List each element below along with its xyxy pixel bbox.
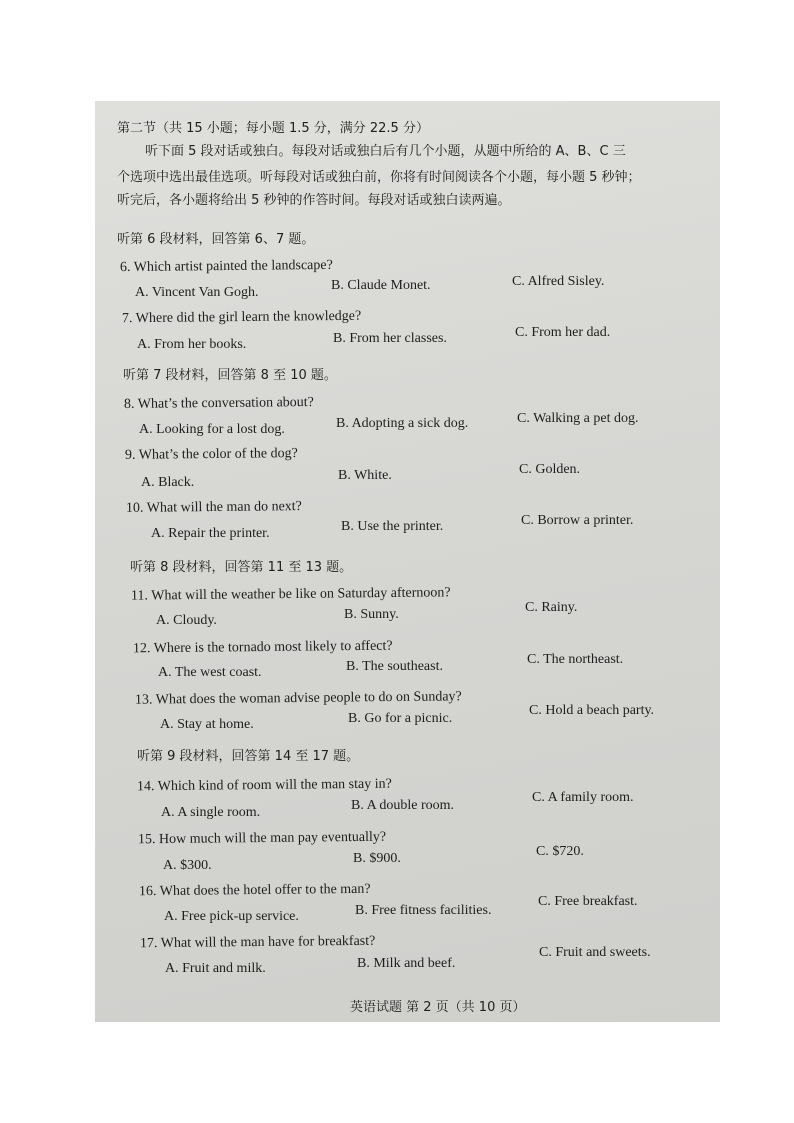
question-14-stem: 14. Which kind of room will the man stay in? <box>136 776 392 795</box>
exam-page <box>95 101 720 1022</box>
question-11-stem: 11. What will the weather be like on Saturday afternoon? <box>130 585 451 604</box>
question-10-option-c: C. Borrow a printer. <box>521 513 634 528</box>
instruction-line-2: 个选项中选出最佳选项。听每段对话或独白前，你将有时间阅读各个小题，每小题 5 秒钟； <box>117 170 641 185</box>
question-11-option-c: C. Rainy. <box>525 600 578 615</box>
question-17-option-c: C. Fruit and sweets. <box>539 945 651 960</box>
question-7-option-a: A. From her books. <box>137 337 247 352</box>
question-15-option-c: C. $720. <box>536 844 584 859</box>
group-header-7: 听第 7 段材料，回答第 8 至 10 题。 <box>123 368 337 383</box>
instruction-line-3: 听完后，各小题将给出 5 秒钟的作答时间。每段对话或独白读两遍。 <box>117 193 511 208</box>
group-header-6: 听第 6 段材料，回答第 6、7 题。 <box>117 232 315 247</box>
question-10-stem: 10. What will the man do next? <box>125 499 302 516</box>
question-6-option-c: C. Alfred Sisley. <box>512 274 605 289</box>
question-13-stem: 13. What does the woman advise people to do on Sunday? <box>134 689 462 708</box>
question-9-stem: 9. What’s the color of the dog? <box>124 446 298 463</box>
question-12-option-a: A. The west coast. <box>158 665 262 680</box>
question-14-option-c: C. A family room. <box>532 790 634 805</box>
question-7-stem: 7. Where did the girl learn the knowledge? <box>121 308 362 327</box>
section-title: 第二节（共 15 小题；每小题 1.5 分，满分 22.5 分） <box>117 121 429 136</box>
group-header-8: 听第 8 段材料，回答第 11 至 13 题。 <box>130 560 353 575</box>
question-7-option-c: C. From her dad. <box>515 325 611 340</box>
question-6-option-a: A. Vincent Van Gogh. <box>135 285 259 300</box>
question-11-option-a: A. Cloudy. <box>156 613 217 628</box>
question-9-option-c: C. Golden. <box>519 462 581 477</box>
question-8-option-a: A. Looking for a lost dog. <box>139 422 285 437</box>
question-14-option-a: A. A single room. <box>161 805 261 820</box>
question-14-option-b: B. A double room. <box>351 798 455 813</box>
question-9-option-a: A. Black. <box>141 475 195 490</box>
question-17-stem: 17. What will the man have for breakfast? <box>139 933 376 952</box>
question-10-option-b: B. Use the printer. <box>341 519 444 534</box>
question-8-stem: 8. What’s the conversation about? <box>123 395 314 412</box>
question-11-option-b: B. Sunny. <box>344 607 399 622</box>
instruction-line-1: 听下面 5 段对话或独白。每段对话或独白后有几个小题，从题中所给的 A、B、C 三 <box>145 144 626 159</box>
question-8-option-b: B. Adopting a sick dog. <box>336 416 469 431</box>
question-6-stem: 6. Which artist painted the landscape? <box>119 257 333 276</box>
question-8-option-c: C. Walking a pet dog. <box>517 411 639 426</box>
question-17-option-a: A. Fruit and milk. <box>165 961 266 976</box>
question-12-option-c: C. The northeast. <box>527 652 624 667</box>
question-13-option-c: C. Hold a beach party. <box>529 703 655 718</box>
question-15-stem: 15. How much will the man pay eventually? <box>137 829 387 848</box>
question-7-option-b: B. From her classes. <box>333 331 447 346</box>
question-12-option-b: B. The southeast. <box>346 659 443 674</box>
question-16-stem: 16. What does the hotel offer to the man? <box>138 881 371 900</box>
question-16-option-b: B. Free fitness facilities. <box>355 903 492 918</box>
question-16-option-a: A. Free pick-up service. <box>164 909 299 924</box>
question-17-option-b: B. Milk and beef. <box>357 956 456 971</box>
question-13-option-a: A. Stay at home. <box>160 717 254 732</box>
question-9-option-b: B. White. <box>338 468 392 483</box>
question-6-option-b: B. Claude Monet. <box>331 278 431 293</box>
question-10-option-a: A. Repair the printer. <box>151 526 270 541</box>
question-12-stem: 12. Where is the tornado most likely to affect? <box>132 638 393 657</box>
question-13-option-b: B. Go for a picnic. <box>348 711 453 726</box>
question-15-option-a: A. $300. <box>163 858 212 873</box>
question-15-option-b: B. $900. <box>353 851 401 866</box>
group-header-9: 听第 9 段材料，回答第 14 至 17 题。 <box>137 749 360 764</box>
page-footer: 英语试题 第 2 页（共 10 页） <box>350 1000 526 1015</box>
question-16-option-c: C. Free breakfast. <box>538 894 638 909</box>
